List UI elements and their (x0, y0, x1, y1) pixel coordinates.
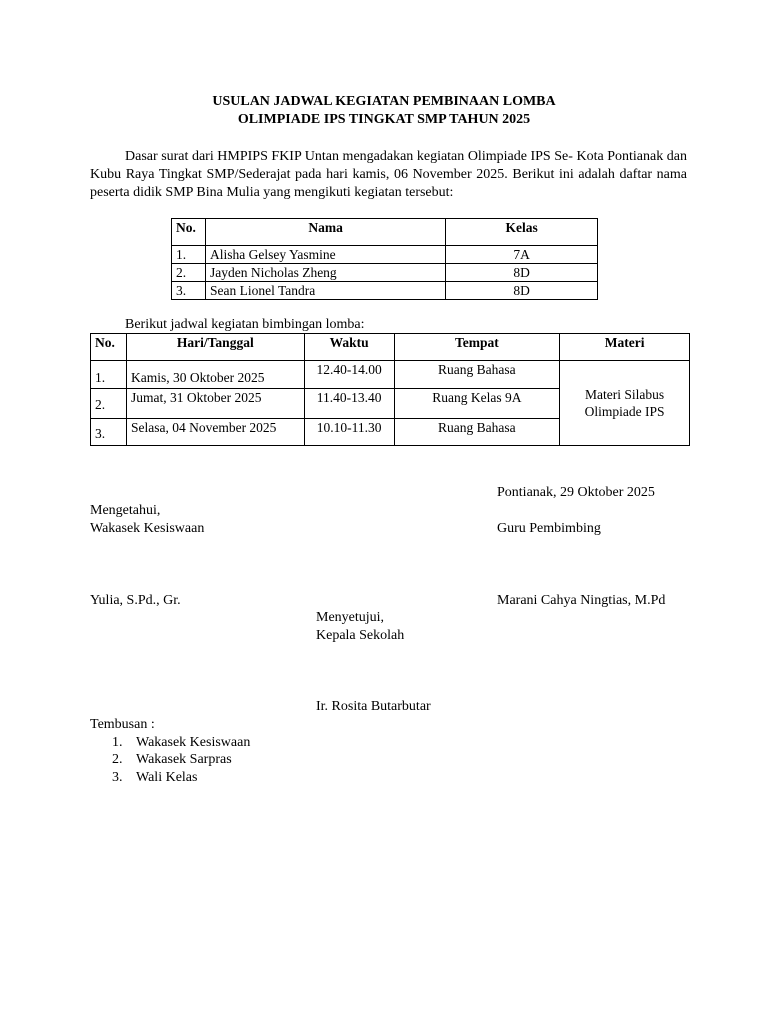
table-cell: 8D (446, 282, 598, 300)
left-signer-label1: Mengetahui, (90, 503, 161, 518)
materi-line: Materi Silabus (585, 387, 665, 402)
header-cell: No. (91, 334, 127, 361)
header-cell: Waktu (304, 334, 394, 361)
header-cell: Tempat (394, 334, 560, 361)
table-row (172, 264, 598, 282)
table-cell: Selasa, 04 November 2025 (126, 419, 304, 446)
table-cell: 1. (172, 246, 206, 264)
table-cell: 3. (172, 282, 206, 300)
left-signer-label2: Wakasek Kesiswaan (90, 521, 205, 536)
table-cell: 7A (446, 246, 598, 264)
table-cell: Sean Lionel Tandra (205, 282, 445, 300)
table-row (172, 246, 598, 264)
list-text: Wakasek Kesiswaan (136, 735, 251, 750)
header-cell: Materi (560, 334, 690, 361)
schedule-intro: Berikut jadwal kegiatan bimbingan lomba: (125, 317, 365, 332)
list-number: 1. (112, 735, 123, 750)
schedule-table (90, 333, 690, 446)
list-number: 3. (112, 770, 123, 785)
table-cell: 10.10-11.30 (304, 419, 394, 446)
materi-line: Olimpiade IPS (584, 404, 665, 419)
list-item (112, 734, 251, 751)
center-signer-label1: Menyetujui, (316, 610, 385, 625)
table-header-row (91, 334, 690, 361)
header-cell: No. (172, 219, 206, 246)
header-cell: Nama (205, 219, 445, 246)
tembusan-label: Tembusan : (90, 717, 155, 732)
table-cell: 2. (91, 389, 127, 419)
table-row (91, 361, 690, 389)
intro-paragraph: Dasar surat dari HMPIPS FKIP Untan mengadakan kegiatan Olimpiade IPS Se- Kota Pontianak dan Kubu Raya Tingkat SMP/Sederajat pada hari kamis, 06 November 2025. Berikut ini adalah daftar nama peserta didik SMP Bina Mulia yang mengikuti kegiatan tersebut: (90, 149, 687, 200)
left-signer-name: Yulia, S.Pd., Gr. (90, 593, 181, 608)
right-signer-name: Marani Cahya Ningtias, M.Pd (497, 593, 666, 608)
table-cell: Ruang Kelas 9A (394, 389, 560, 419)
table-cell: Kamis, 30 Oktober 2025 (126, 361, 304, 389)
table-cell: Jayden Nicholas Zheng (205, 264, 445, 282)
table-cell: Ruang Bahasa (394, 361, 560, 389)
header-cell: Kelas (446, 219, 598, 246)
list-number: 2. (112, 752, 123, 767)
header-cell: Hari/Tanggal (126, 334, 304, 361)
place-date: Pontianak, 29 Oktober 2025 (497, 485, 655, 500)
table-cell: Ruang Bahasa (394, 419, 560, 446)
materi-cell (560, 361, 690, 446)
center-signer-label2: Kepala Sekolah (316, 628, 405, 643)
right-signer-label: Guru Pembimbing (497, 521, 601, 536)
list-text: Wali Kelas (136, 770, 198, 785)
table-cell: 8D (446, 264, 598, 282)
document-title-line1: USULAN JADWAL KEGIATAN PEMBINAAN LOMBA (212, 94, 556, 109)
table-header-row (172, 219, 598, 246)
table-cell: 2. (172, 264, 206, 282)
list-text: Wakasek Sarpras (136, 752, 232, 767)
list-item (112, 769, 198, 786)
table-cell: 3. (91, 419, 127, 446)
table-cell: 1. (91, 361, 127, 389)
table-cell: Jumat, 31 Oktober 2025 (126, 389, 304, 419)
table-cell: Alisha Gelsey Yasmine (205, 246, 445, 264)
table-cell: 12.40-14.00 (304, 361, 394, 389)
list-item (112, 751, 232, 768)
students-table (171, 218, 598, 300)
table-cell: 11.40-13.40 (304, 389, 394, 419)
table-row (172, 282, 598, 300)
document-title-line2: OLIMPIADE IPS TINGKAT SMP TAHUN 2025 (237, 112, 531, 127)
center-signer-name: Ir. Rosita Butarbutar (316, 699, 431, 714)
